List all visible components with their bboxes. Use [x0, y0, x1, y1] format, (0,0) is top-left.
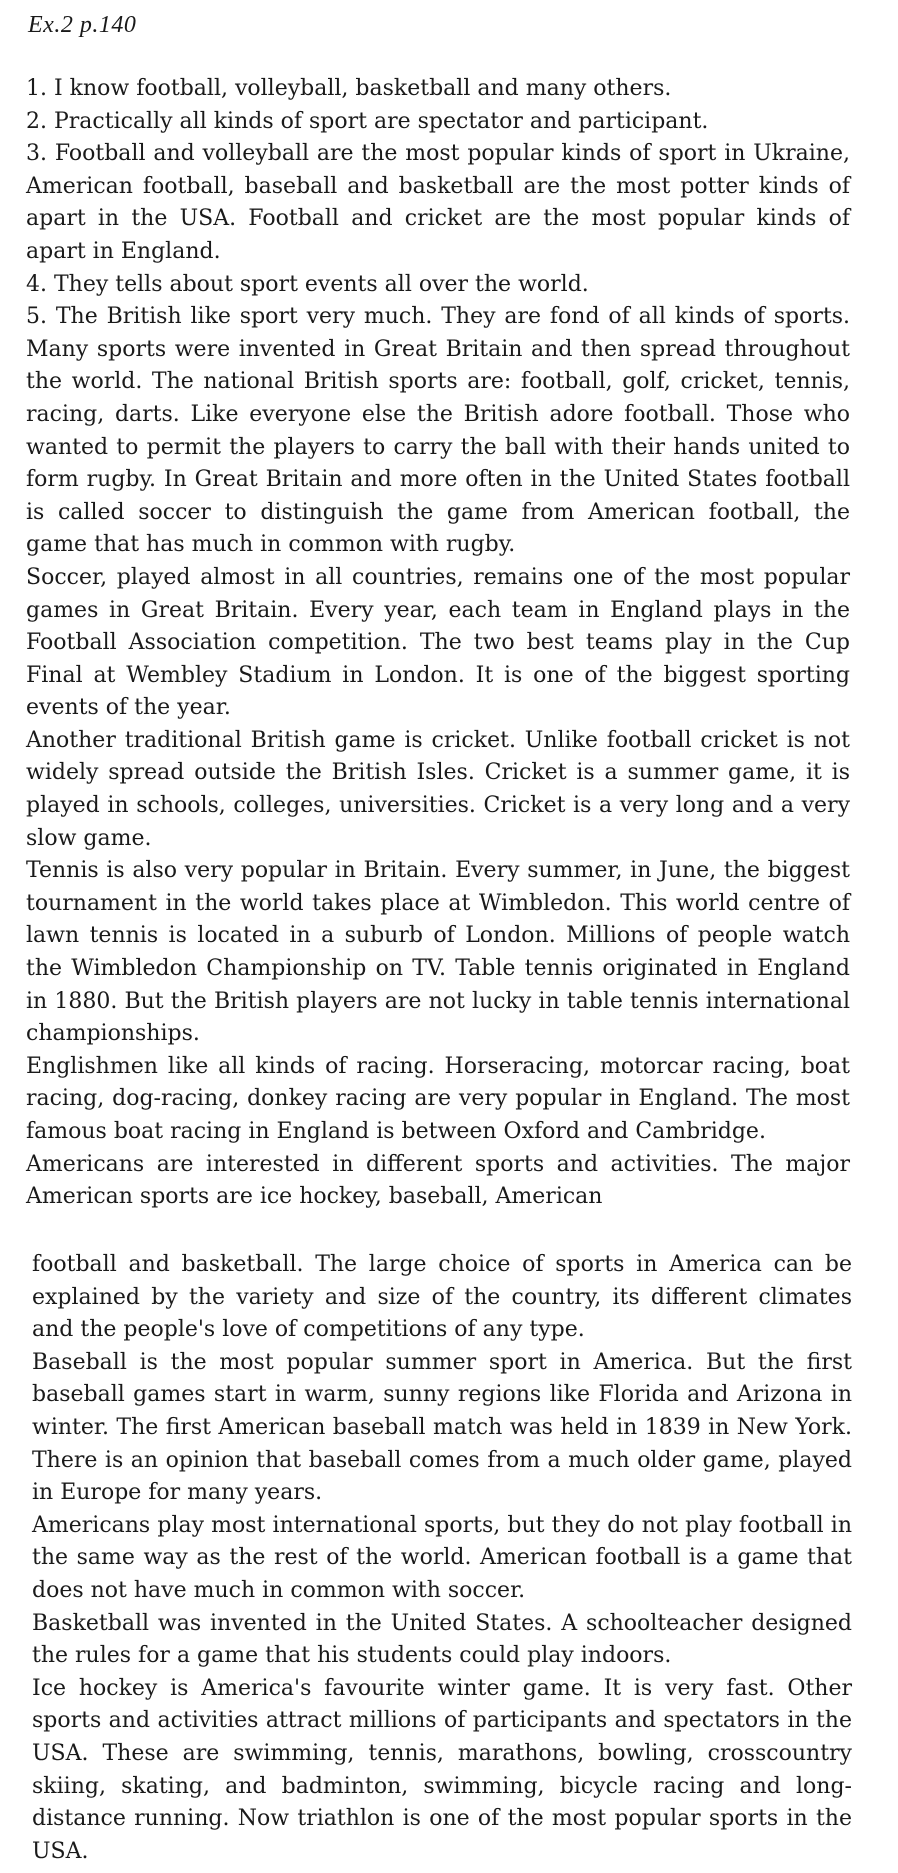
paragraph: Soccer, played almost in all countries, remains one of the most popular games in Great Britain. Every year, each team in England plays in the Football Association competition. The two best teams play in the Cup Final at Wembley Stadium in London. It is one of the biggest sporting events of the year. [26, 564, 850, 721]
paragraph: Ice hockey is America's favourite winter game. It is very fast. Other sports and activities attract millions of participants and spectators in the USA. These are swimming, tennis, marathons, bowling, crosscountry skiing, skating, and badminton, swimming, bicycle racing and long-distance running. Now triathlon is one of the most popular sports in the USA. [32, 1675, 852, 1864]
paragraph: 3. Football and volleyball are the most popular kinds of sport in Ukraine, American football, baseball and basketball are the most potter kinds of apart in the USA. Football and cricket are the most popular kinds of apart in England. [26, 141, 850, 264]
paragraph: football and basketball. The large choice of sports in America can be explained by the variety and size of the country, its different climates and the people's love of competitions of any type. [32, 1252, 852, 1343]
text-block-top [26, 73, 850, 1214]
paragraph: 2. Practically all kinds of sport are spectator and participant. [26, 108, 709, 134]
paragraph: Americans are interested in different sports and activities. The major American sports are ice hockey, baseball, American [26, 1151, 850, 1210]
paragraph: Americans play most international sports, but they do not play football in the same way as the rest of the world. American football is a game that does not have much in common with soccer. [32, 1512, 852, 1603]
paragraph: Another traditional British game is cricket. Unlike football cricket is not widely spread outside the British Isles. Cricket is a summer game, it is played in schools, colleges, universities. Cricket is a very long and a very slow game. [26, 727, 850, 851]
text-block-bottom [32, 1249, 852, 1868]
paragraph: 1. I know football, volleyball, basketball and many others. [26, 76, 672, 101]
paragraph: Basketball was invented in the United States. A schoolteacher designed the rules for a game that his students could play indoors. [32, 1610, 852, 1669]
paragraph: Tennis is also very popular in Britain. Every summer, in June, the biggest tournament in the world takes place at Wimbledon. This world centre of lawn tennis is located in a suburb of London. Millions of people watch the Wimbledon Championship on TV. Table tennis originated in England in 1880. But the British players are not lucky in table tennis international championships. [26, 858, 850, 1047]
paragraph: Englishmen like all kinds of racing. Horseracing, motorcar racing, boat racing, dog-racing, donkey racing are very popular in England. The most famous boat racing in England is between Oxford and Cambridge. [26, 1053, 850, 1144]
paragraph: 4. They tells about sport events all over the world. [26, 271, 589, 297]
exercise-header: Ex.2 p.140 [28, 12, 137, 38]
paragraph: Baseball is the most popular summer sport in America. But the first baseball games start in warm, sunny regions like Florida and Arizona in winter. The first American baseball match was held in 1839 in New York. There is an opinion that baseball comes from a much older game, played in Europe for many years. [32, 1349, 852, 1506]
paragraph: 5. The British like sport very much. They are fond of all kinds of sports. Many sports were invented in Great Britain and then spread throughout the world. The national British sports are: football, golf, cricket, tennis, racing, darts. Like everyone else the British adore football. Those who wanted to permit the players to carry the ball with their hands united to form rugby. In Great Britain and more often in the United States football is called soccer to distinguish the game from American football, the game that has much in common with rugby. [26, 304, 850, 558]
